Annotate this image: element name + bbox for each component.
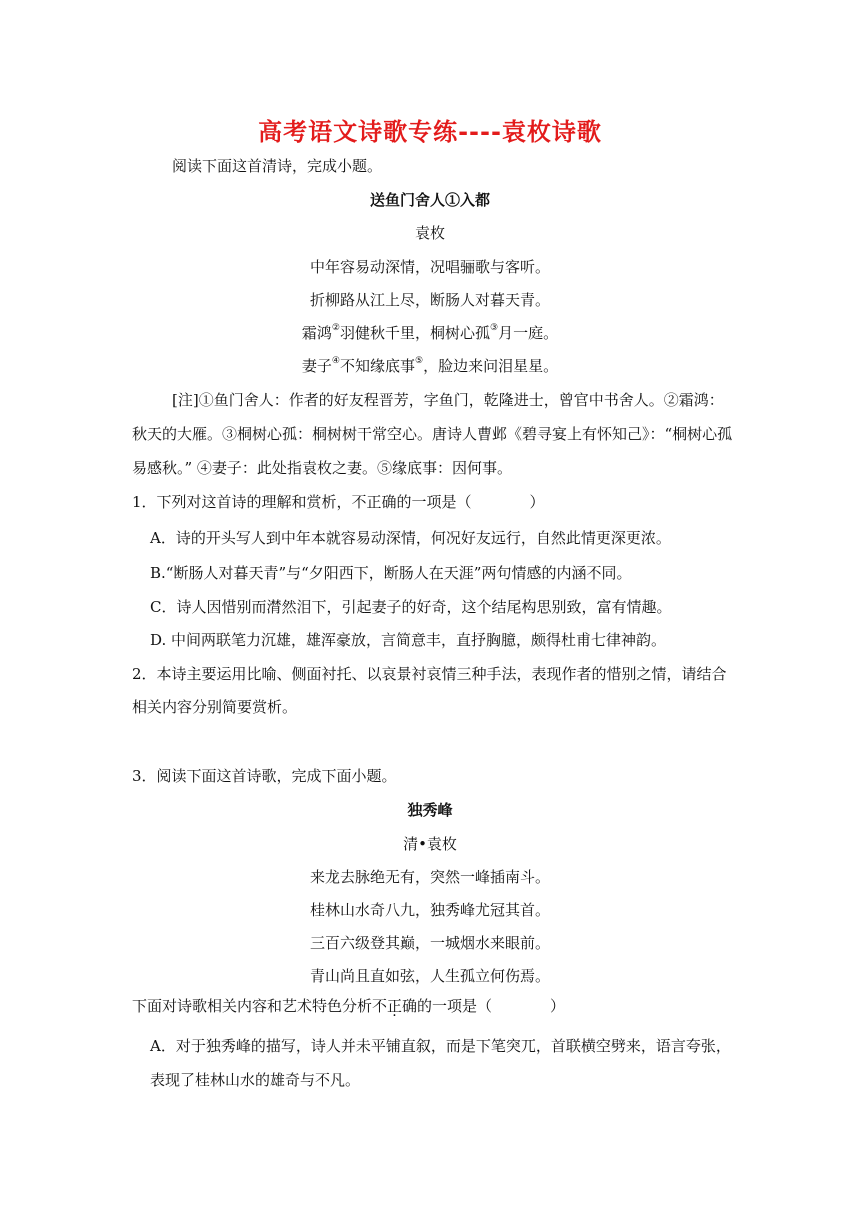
page-title: 高考语文诗歌专练----袁枚诗歌 <box>258 118 602 146</box>
question-3-option-a-line-2: 表现了桂林山水的雄奇与不凡。 <box>150 1071 361 1089</box>
poem1-line-2: 折柳路从江上尽，断肠人对暮天青。 <box>309 291 550 309</box>
poem2-line-2: 桂林山水奇八九，独秀峰尤冠其首。 <box>309 901 550 919</box>
poem2-title: 独秀峰 <box>407 801 453 819</box>
question-1-stem: 1．下列对这首诗的理解和赏析，不正确的一项是（ ） <box>132 493 545 511</box>
question-1-option-a: A．诗的开头写人到中年本就容易动深情，何况好友远行，自然此情更深更浓。 <box>150 529 671 547</box>
poem2-line-3: 三百六级登其巅，一城烟水来眼前。 <box>309 934 550 952</box>
poem1-line-4: 妻子④不知缘底事⑤，脸边来问泪星星。 <box>301 356 559 375</box>
question-3-stem: 下面对诗歌相关内容和艺术特色分析不正确的一项是（ ） <box>132 997 566 1015</box>
poem1-title: 送鱼门舍人①入都 <box>369 191 490 209</box>
intro-text: 阅读下面这首清诗，完成小题。 <box>172 157 383 175</box>
note-line-2: 秋天的大雁。③桐树心孤：桐树树干常空心。唐诗人曹邺《碧寻宴上有怀知己》：“桐树心孤 <box>132 425 733 443</box>
poem1-line-3: 霜鸿②羽健秋千里，桐树心孤③月一庭。 <box>301 323 559 342</box>
question-2-line-1: 2．本诗主要运用比喻、侧面衬托、以哀景衬哀情三种手法，表现作者的惜别之情，请结合 <box>132 665 727 683</box>
question-1-option-b: B.“断肠人对暮天青”与“夕阳西下，断肠人在天涯”两句情感的内涵不同。 <box>150 564 632 582</box>
note-line-3: 易感秋。” ④妻子：此处指袁枚之妻。⑤缘底事：因何事。 <box>132 459 512 477</box>
poem2-author: 清•袁枚 <box>403 835 457 853</box>
poem2-line-4: 青山尚且直如弦，人生孤立何伤焉。 <box>309 967 550 985</box>
question-3-intro: 3．阅读下面这首诗歌，完成下面小题。 <box>132 767 397 785</box>
poem1-author: 袁枚 <box>414 224 445 242</box>
question-2-line-2: 相关内容分别简要赏析。 <box>132 698 298 716</box>
poem2-line-1: 来龙去脉绝无有，突然一峰插南斗。 <box>309 868 550 886</box>
poem1-line-1: 中年容易动深情，况唱骊歌与客听。 <box>309 258 550 276</box>
note-line-1: [注]①鱼门舍人：作者的好友程晋芳，字鱼门，乾隆进士，曾官中书舍人。②霜鸿： <box>172 391 724 409</box>
question-1-option-d: D. 中间两联笔力沉雄，雄浑豪放，言简意丰，直抒胸臆，颇得杜甫七律神韵。 <box>150 631 667 649</box>
question-1-option-c: C．诗人因惜别而潸然泪下，引起妻子的好奇，这个结尾构思别致，富有情趣。 <box>150 598 672 616</box>
question-3-option-a-line-1: A．对于独秀峰的描写，诗人并未平铺直叙，而是下笔突兀，首联横空劈来，语言夸张， <box>150 1037 731 1055</box>
